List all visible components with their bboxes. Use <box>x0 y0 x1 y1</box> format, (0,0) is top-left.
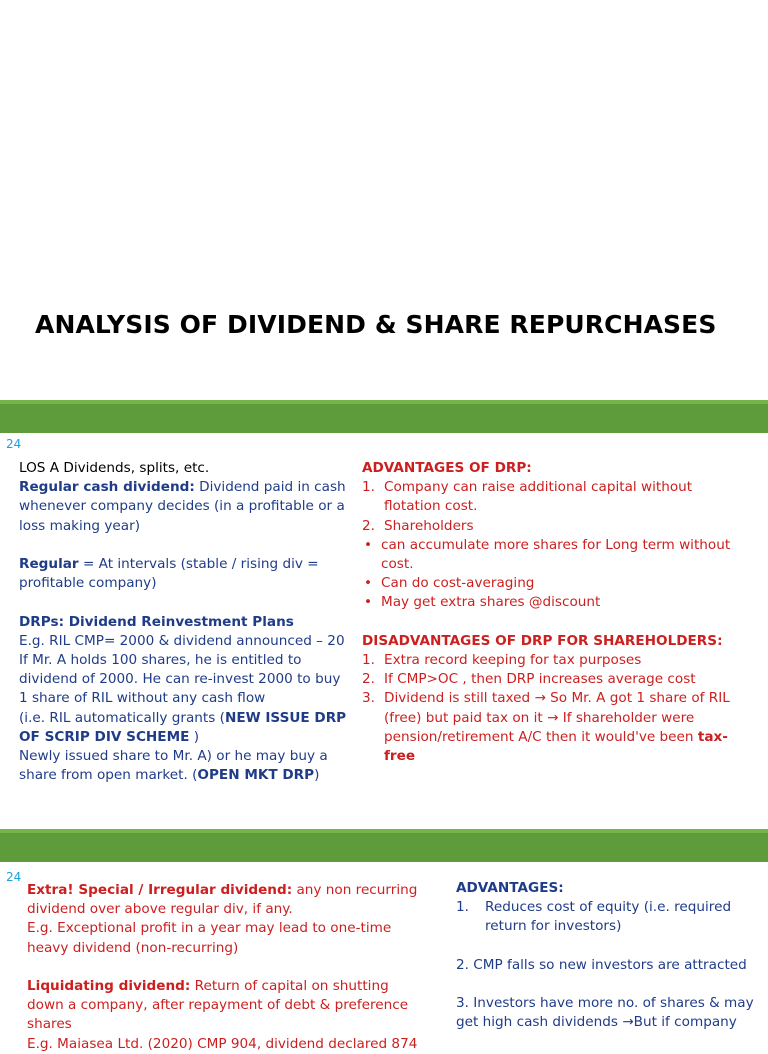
regular-cash-text: Dividend paid in cash whenever company decides (in a profitable or a loss making year) <box>19 479 346 534</box>
disadvantage-item-text: Extra record keeping for tax purposes <box>384 652 642 669</box>
advantage-item-1 <box>456 898 756 936</box>
advantage-item-2: 2. CMP falls so new investors are attracted <box>456 956 747 973</box>
drp-heading-text: DRPs: Dividend Reinvestment Plans <box>19 613 294 630</box>
disadvantage-item <box>362 670 748 689</box>
disadvantage-3-text: Dividend is still taxed → So Mr. A got 1 share of RIL (free) but paid tax on it → If shareholder were pension/retirement A/C then it would've been <box>384 690 730 745</box>
drp-newly-text: Newly issued share to Mr. A) or he may buy a share from open market. ( <box>19 748 328 784</box>
list-marker: 2. <box>362 517 375 534</box>
special-dividend-text: any non recurring dividend over above regular div, if any. <box>27 882 418 918</box>
list-marker: 2. <box>362 671 375 688</box>
liquidating-dividend-example: E.g. Maiasea Ltd. (2020) CMP 904, dividend declared 874 <box>27 1035 418 1052</box>
special-dividend <box>27 881 419 919</box>
drp-close: ) <box>314 767 320 784</box>
advantage-item-3: 3. Investors have more no. of shares & may get high cash dividends →But if company <box>456 995 754 1031</box>
advantage-bullet <box>362 574 748 593</box>
drp-open-market <box>19 747 347 785</box>
drp-example: E.g. RIL CMP= 2000 & dividend announced – 20 <box>19 632 345 649</box>
band-highlight <box>0 829 768 833</box>
regular-dividend <box>19 555 347 593</box>
advantage-item-text: Shareholders <box>384 517 474 534</box>
list-marker: 1. <box>456 899 469 916</box>
liquidating-dividend-label: Liquidating dividend: <box>27 978 191 994</box>
disadvantages-list <box>362 651 748 689</box>
special-dividend-label: Extra! Special / Irregular dividend: <box>27 882 293 898</box>
los-line: LOS A Dividends, splits, etc. <box>19 460 210 476</box>
advantages-list <box>362 478 748 536</box>
drp-ie-end: ) <box>189 728 200 745</box>
advantage-bullet <box>362 536 748 574</box>
drp-new-issue <box>19 709 347 747</box>
disadvantage-item <box>362 651 748 670</box>
liquidating-dividend-text: Return of capital on shutting down a company, after repayment of debt & preference shares <box>27 978 409 1033</box>
list-marker: 1. <box>362 652 375 669</box>
advantage-item <box>362 517 748 536</box>
regular-text: = At intervals (stable / rising div = profitable company) <box>19 556 319 592</box>
advantages-bullets <box>362 536 748 613</box>
advantages-heading-2 <box>456 879 756 898</box>
advantages-heading-text: ADVANTAGES OF DRP: <box>362 460 532 476</box>
list-marker: 1. <box>362 479 375 496</box>
special-dividend-example: E.g. Exceptional profit in a year may lead to one-time heavy dividend (non-recurring) <box>27 920 392 956</box>
disadvantage-item-text: If CMP>OC , then DRP increases average cost <box>384 671 696 688</box>
advantage-item <box>362 478 748 516</box>
advantage-bullet-text: can accumulate more shares for Long term without cost. <box>381 536 731 573</box>
regular-label: Regular <box>19 556 79 572</box>
liquidating-dividend <box>27 977 419 1035</box>
advantage-bullet-text: Can do cost-averaging <box>381 575 535 592</box>
drp-ie-start: (i.e. RIL automatically grants ( <box>19 709 225 726</box>
list-marker: 3. <box>362 690 375 707</box>
page-number: 24 <box>6 437 22 451</box>
slide-band-top <box>0 400 768 433</box>
advantages-heading <box>362 459 748 478</box>
disadvantage-item <box>362 689 748 766</box>
drp-heading <box>19 613 347 632</box>
band-highlight <box>0 400 768 404</box>
advantage-bullet-text: May get extra shares @discount <box>381 594 601 611</box>
drp-new-issue-label: NEW ISSUE DRP OF SCRIP DIV SCHEME <box>19 709 347 745</box>
slide2-left-column <box>27 881 419 1052</box>
advantages-heading-2-text: ADVANTAGES: <box>456 880 564 896</box>
drp-body: If Mr. A holds 100 shares, he is entitled to dividend of 2000. He can re-invest 2000 to buy 1 share of RIL without any cash flow <box>19 652 341 707</box>
list-marker: • <box>364 594 373 611</box>
drp-open-mkt-label: OPEN MKT DRP <box>197 767 315 784</box>
advantage-bullet <box>362 593 748 612</box>
regular-cash-dividend <box>19 478 347 536</box>
slide1-right-column <box>362 459 748 766</box>
slide1-left-column <box>19 459 347 785</box>
slide2-right-column <box>456 879 756 1031</box>
slide-band-bottom <box>0 829 768 862</box>
page-title: ANALYSIS OF DIVIDEND & SHARE REPURCHASES <box>35 310 717 339</box>
list-marker: • <box>364 536 373 553</box>
disadvantages-heading <box>362 632 748 651</box>
advantage-item-text: Company can raise additional capital without flotation cost. <box>384 479 693 515</box>
advantage-item-1-text: Reduces cost of equity (i.e. required return for investors) <box>485 899 732 935</box>
disadvantages-heading-text: DISADVANTAGES OF DRP FOR SHAREHOLDERS: <box>362 632 723 649</box>
tax-free-label: tax-free <box>384 728 728 765</box>
page-number-2: 24 <box>6 870 22 884</box>
list-marker: • <box>364 575 373 592</box>
regular-cash-label: Regular cash dividend: <box>19 479 195 496</box>
